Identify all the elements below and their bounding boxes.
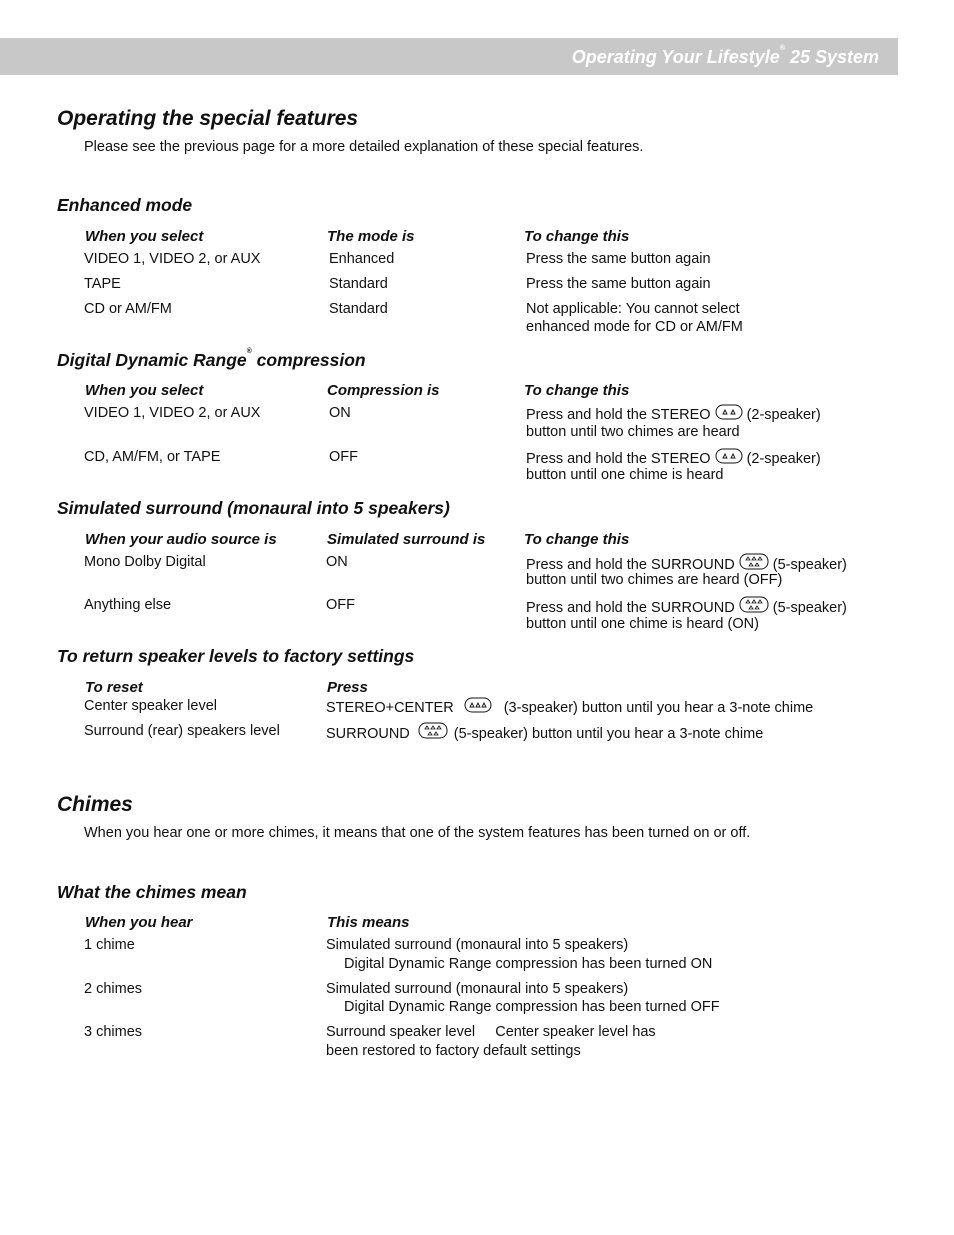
surround-header-source: When your audio source is: [85, 531, 277, 548]
meaning-header-hear: When you hear: [85, 914, 193, 931]
cell-change: Press the same button again: [526, 276, 711, 292]
cell-state: OFF: [326, 597, 355, 613]
cell-change: Press and hold the STEREO (2-speaker): [526, 404, 821, 424]
surround-header-state: Simulated surround is: [327, 531, 486, 548]
cell-change-line2: button until two chimes are heard (OFF): [526, 572, 783, 588]
stereo-button-icon: [715, 448, 743, 464]
cell-hear: 2 chimes: [84, 981, 143, 997]
cell-mode: Standard: [329, 276, 388, 292]
cell-means: Surround speaker level Center speaker level has: [326, 1024, 656, 1040]
ddr-header-compression: Compression is: [327, 382, 440, 399]
cell-press: SURROUND (5-speaker) button until you hear a 3-note chime: [326, 722, 763, 743]
surround-button-icon: [739, 596, 769, 613]
enhanced-header-mode: The mode is: [327, 228, 415, 245]
cell-means-line2: been restored to factory default settings: [326, 1043, 581, 1059]
header-title: Operating Your Lifestyle® 25 System: [571, 45, 879, 67]
special-features-title: Operating the special features: [57, 107, 359, 130]
cell-state: ON: [326, 554, 348, 570]
cell-mode: Standard: [329, 301, 388, 317]
reset-title: To return speaker levels to factory settings: [57, 646, 415, 666]
surround-header-change: To change this: [524, 531, 630, 548]
cell-change: Press and hold the SURROUND (5-speaker): [526, 553, 847, 574]
enhanced-mode-title: Enhanced mode: [57, 195, 193, 215]
cell-press: STEREO+CENTER (3-speaker) button until you hear a 3-note chime: [326, 697, 813, 717]
cell-compression: ON: [329, 405, 351, 421]
cell-select: VIDEO 1, VIDEO 2, or AUX: [84, 405, 261, 421]
meaning-header-means: This means: [327, 914, 410, 931]
surround-button-icon: [739, 553, 769, 570]
stereo-button-icon: [715, 404, 743, 420]
cell-select: VIDEO 1, VIDEO 2, or AUX: [84, 251, 261, 267]
cell-select: CD, AM/FM, or TAPE: [84, 449, 221, 465]
cell-select: TAPE: [84, 276, 121, 292]
cell-means-line2: Digital Dynamic Range compression has been turned ON: [344, 956, 713, 972]
special-features-intro: Please see the previous page for a more detailed explanation of these special features.: [84, 139, 644, 155]
ddr-title: Digital Dynamic Range® compression: [57, 348, 366, 370]
enhanced-header-select: When you select: [85, 228, 204, 245]
cell-source: Mono Dolby Digital: [84, 554, 206, 570]
cell-compression: OFF: [329, 449, 358, 465]
surround-button-icon: [418, 722, 448, 739]
cell-source: Anything else: [84, 597, 172, 613]
cell-hear: 1 chime: [84, 937, 135, 953]
cell-means: Simulated surround (monaural into 5 speakers): [326, 981, 629, 997]
cell-reset: Surround (rear) speakers level: [84, 723, 280, 739]
cell-change: Press and hold the STEREO (2-speaker): [526, 448, 821, 468]
reset-header-press: Press: [327, 679, 368, 696]
reset-header-reset: To reset: [85, 679, 143, 696]
cell-change-line2: button until one chime is heard: [526, 467, 724, 483]
cell-means-line2: Digital Dynamic Range compression has been turned OFF: [344, 999, 720, 1015]
cell-select: CD or AM/FM: [84, 301, 172, 317]
cell-change: Not applicable: You cannot select: [526, 301, 740, 317]
cell-mode: Enhanced: [329, 251, 395, 267]
cell-change: Press and hold the SURROUND (5-speaker): [526, 596, 847, 617]
cell-change-line2: enhanced mode for CD or AM/FM: [526, 319, 743, 335]
chimes-intro: When you hear one or more chimes, it means that one of the system features has been turned on or off.: [84, 825, 751, 841]
surround-title: Simulated surround (monaural into 5 speakers): [57, 498, 450, 518]
cell-means: Simulated surround (monaural into 5 speakers): [326, 937, 629, 953]
cell-reset: Center speaker level: [84, 698, 217, 714]
enhanced-header-change: To change this: [524, 228, 630, 245]
cell-change-line2: button until two chimes are heard: [526, 424, 740, 440]
cell-change: Press the same button again: [526, 251, 711, 267]
ddr-header-change: To change this: [524, 382, 630, 399]
chimes-title: Chimes: [57, 793, 133, 816]
chimes-meaning-title: What the chimes mean: [57, 882, 247, 902]
stereo-center-button-icon: [464, 697, 492, 713]
cell-change-line2: button until one chime is heard (ON): [526, 616, 759, 632]
ddr-header-select: When you select: [85, 382, 204, 399]
cell-hear: 3 chimes: [84, 1024, 143, 1040]
